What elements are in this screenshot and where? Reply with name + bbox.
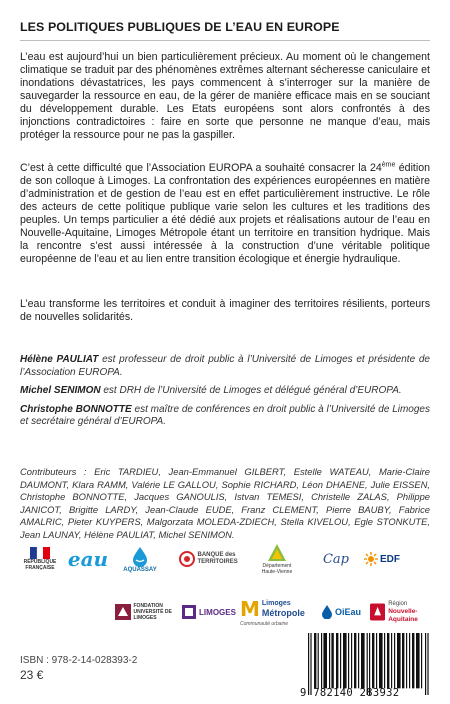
universite-limoges-logo — [182, 598, 236, 626]
region-main: Nouvelle-Aquitaine — [388, 607, 418, 623]
banque-label: BANQUE des TERRITOIRES — [197, 552, 238, 565]
edf-sun-icon — [364, 552, 378, 566]
metropole-sub: Communauté urbaine — [240, 621, 289, 627]
fondation-label: FONDATION UNIVERSITÉ DE LIMOGES — [133, 603, 172, 621]
partner-logos — [18, 540, 438, 640]
region-lion-icon — [370, 602, 385, 622]
barcode-image — [306, 633, 436, 695]
cap-text: Cap — [322, 551, 350, 567]
eau-text: eau — [67, 547, 109, 571]
author-bios — [20, 354, 430, 435]
banque-icon — [179, 551, 195, 567]
ordinal-suffix: ème — [381, 161, 396, 169]
republique-label: RÉPUBLIQUE FRANÇAISE — [23, 559, 57, 571]
page-title: LES POLITIQUES PUBLIQUES DE L’EAU EN EUROPE — [20, 20, 340, 34]
metropole-main: Métropole — [261, 608, 305, 618]
metropole-top: Limoges — [261, 600, 291, 607]
author-bio — [20, 354, 430, 379]
edf-logo — [362, 544, 402, 574]
paragraph-conclusion: L’eau transforme les territoires et conduit à imaginer des territoires résilients, porteurs de nouvelles solidarités. — [20, 298, 430, 323]
edf-label: EDF — [380, 553, 400, 565]
paragraph-colloque-end: édition de son colloque à Limoges. La confrontation des expériences européennes en matière d’administration et de gestion de l’eau est en effet particulièrement instructive. Le rôle des acteurs de cette politique publique varie selon les cultures et les traditions des peuples. Un temps particulier a été dédié aux projets et réalisations autour de l’eau en Nouvelle-Aquitaine, Limoges Métropole étant un territoire en transition hydrique. Mais la rencontre s’est aussi intéressée à la construction d’une véritable politique européenne de l’eau et au lien entre transition écologique et énergie hydraulique. — [20, 162, 430, 265]
isbn-text: ISBN : 978-2-14-028393-2 — [20, 655, 138, 666]
limoges-metropole-logo — [240, 594, 314, 630]
oieau-label: OiEau — [334, 607, 361, 617]
contributors-list: Contributeurs : Eric TARDIEU, Jean-Emmanuel GILBERT, Estelle WATEAU, Marie-Claire DAUMONT, Klara RAMM, Valérie LE GALLOU, Sophie RICHARD, Léon DHAENE, Julie EISSEN, Christophe BONNOTTE, Jacques GANOULIS, Istvan TEMESI, Christelle ZALAS, Philippe JANICOT, Brigitte LARDY, Jean-Claude EUDE, Franz CLEMENT, Pierre BAUBY, Fabrice AMALRIC, Pieter KUYPERS, Malgorzata MOLEDA-ZDIECH, Stella KIVELOU, Egle STONKUTE, Jean LAUNAY, Hélène PAULIAT, Michel SENIMON. — [20, 466, 430, 540]
fondation-icon — [115, 604, 131, 620]
paragraph-colloque — [20, 162, 430, 266]
republique-francaise-logo — [18, 542, 62, 576]
author-description: est professeur de droit public à l’Université de Limoges et présidente de l’Association EUROPA. — [20, 354, 430, 378]
eau-logo — [66, 542, 110, 576]
author-bio — [20, 385, 430, 398]
haute-vienne-icon — [267, 543, 287, 563]
aquassay-label: AQUASSAY — [123, 566, 157, 573]
region-words — [388, 601, 438, 624]
author-bio — [20, 404, 430, 429]
departement-label: Département Haute-Vienne — [261, 563, 293, 575]
oieau-logo — [318, 598, 364, 626]
author-name: Michel SENIMON — [20, 385, 101, 397]
region-top: Région — [388, 600, 408, 607]
author-description: est maître de conférences en droit public à l’Université de Limoges et secrétaire général d’EUROPA. — [20, 403, 430, 428]
limoges-icon — [182, 605, 196, 619]
price-text: 23 € — [20, 668, 44, 682]
flag-icon — [30, 547, 50, 559]
barcode-digits: 9 782140 283932 — [300, 687, 400, 699]
limoges-label: LIMOGES — [199, 607, 236, 617]
aquassay-logo — [118, 540, 162, 578]
metropole-words — [262, 600, 305, 618]
m-letter-icon: M — [240, 597, 260, 621]
author-name: Christophe BONNOTTE — [20, 403, 132, 415]
haute-vienne-logo — [256, 540, 298, 578]
nouvelle-aquitaine-logo — [370, 596, 438, 628]
author-name: Hélène PAULIAT — [20, 354, 99, 365]
fondation-universite-logo — [114, 598, 176, 626]
paragraph-intro: L’eau est aujourd’hui un bien particulièrement précieux. Au moment où le changement climatique se traduit par des phénomènes extrêmes alternant sécheresse caniculaire et inondations dévastatrices, les pays commencent à s’interroger sur la manière de sauvegarder la ressource en eau, de la gérer de manière efficace mais en se souciant du développement durable. Les Etats européens sont alors confrontés à des injonctions contradictoires : faire en sorte que personne ne manque d’eau, mais protéger la ressource pour ne pas la gaspiller. — [20, 51, 430, 141]
paragraph-colloque-start: C’est à cette difficulté que l’Association EUROPA a souhaité consacrer la 24 — [20, 162, 382, 174]
title-divider — [20, 40, 430, 41]
oieau-drop-icon — [321, 605, 333, 619]
water-drop-icon — [129, 545, 151, 567]
cap-logo — [316, 544, 356, 574]
metropole-mark — [240, 597, 305, 621]
banque-des-territoires-logo — [176, 544, 250, 574]
author-description: est DRH de l’Université de Limoges et délégué général d’EUROPA. — [100, 385, 402, 397]
